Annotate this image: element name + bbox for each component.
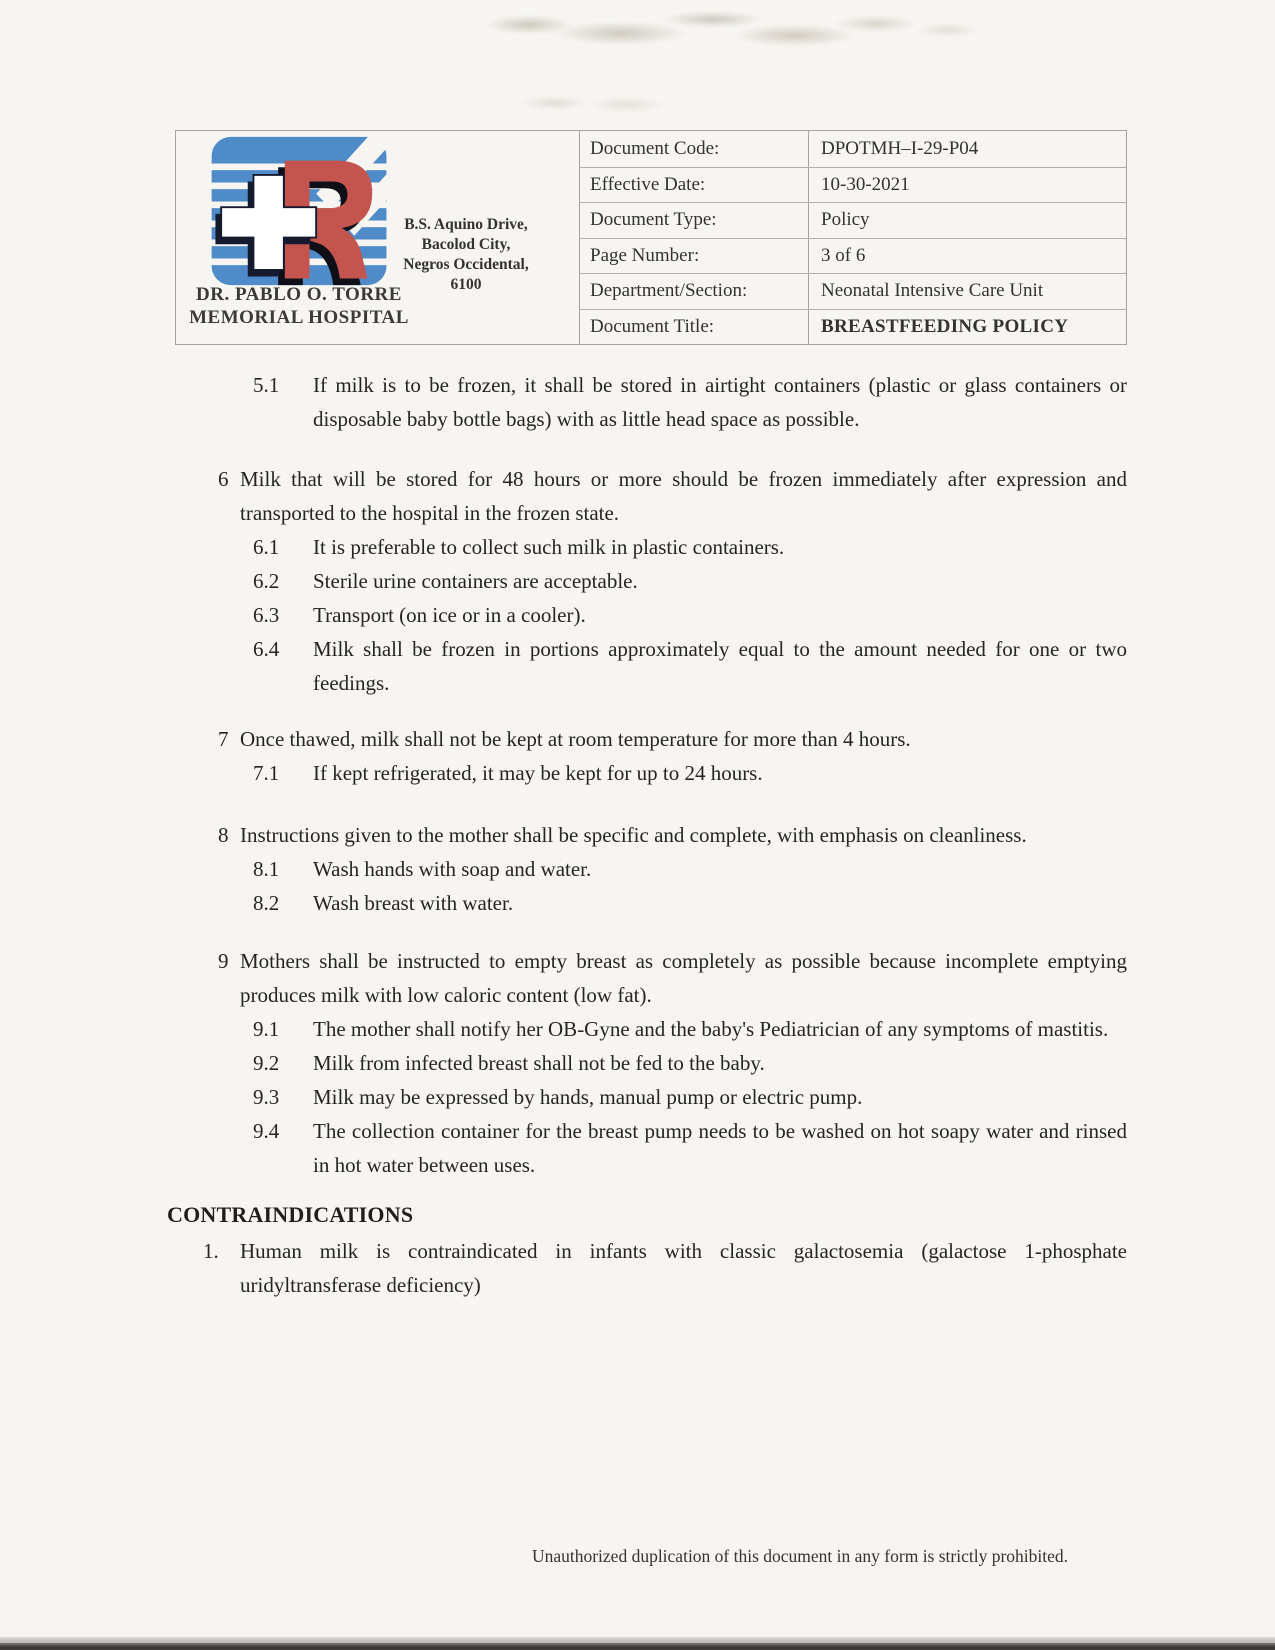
contraindication-item-1 <box>165 1234 1127 1302</box>
item-number: 8.1 <box>253 857 280 881</box>
item-number: 6.3 <box>253 603 280 627</box>
footer-confidentiality-note: Unauthorized duplication of this document in any form is strictly prohibited. <box>531 1546 1069 1566</box>
item-text: Sterile urine containers are acceptable. <box>313 569 638 593</box>
item-number: 8 <box>218 823 229 847</box>
policy-item-6-3 <box>165 598 1127 632</box>
hospital-name-line2: MEMORIAL HOSPITAL <box>189 307 409 328</box>
scan-smudge-secondary <box>500 86 680 120</box>
item-text: Transport (on ice or in a cooler). <box>313 603 586 627</box>
address-line: Bacolod City, <box>421 236 511 253</box>
item-number: 9.2 <box>253 1051 280 1075</box>
item-text: Milk may be expressed by hands, manual pump or electric pump. <box>313 1085 863 1109</box>
field-value: Neonatal Intensive Care Unit <box>808 274 1126 309</box>
scan-smudge-top <box>478 2 988 56</box>
policy-item-9-1 <box>165 1012 1127 1046</box>
policy-item-9 <box>165 944 1127 1012</box>
item-text: Milk shall be frozen in portions approximately equal to the amount needed for one or two feedings. <box>313 637 1127 695</box>
item-number: 6 <box>218 467 229 491</box>
item-text: Milk that will be stored for 48 hours or more should be frozen immediately after expression and transported to the hospital in the frozen state. <box>240 467 1127 525</box>
item-number: 6.2 <box>253 569 280 593</box>
field-label: Effective Date: <box>590 173 706 195</box>
item-text: If kept refrigerated, it may be kept for up to 24 hours. <box>313 761 763 785</box>
item-text: Mothers shall be instructed to empty breast as completely as possible because incomplete emptying produces milk with low caloric content (low fat). <box>240 949 1127 1007</box>
item-number: 6.4 <box>253 637 280 661</box>
policy-item-6-2 <box>165 564 1127 598</box>
policy-item-8-1 <box>165 852 1127 886</box>
hospital-logo-icon <box>204 135 396 287</box>
item-number: 6.1 <box>253 535 280 559</box>
header-row-document-type <box>580 202 1126 238</box>
policy-body <box>165 368 1127 1302</box>
field-value-document-title: BREASTFEEDING POLICY <box>808 310 1126 345</box>
address-line: Negros Occidental, <box>403 256 529 273</box>
policy-section-6 <box>165 462 1127 700</box>
header-row-department-section <box>580 273 1126 309</box>
field-value: 10-30-2021 <box>808 168 1126 203</box>
scan-bottom-edge-dark <box>0 1643 1275 1650</box>
document-header-table <box>175 130 1127 345</box>
item-text: Once thawed, milk shall not be kept at room temperature for more than 4 hours. <box>240 727 911 751</box>
item-number: 5.1 <box>253 373 280 397</box>
policy-item-6 <box>165 462 1127 530</box>
item-number: 9.1 <box>253 1017 280 1041</box>
contraindications-heading: CONTRAINDICATIONS <box>167 1202 414 1227</box>
policy-item-7-1 <box>165 756 1127 790</box>
policy-item-6-4 <box>165 632 1127 700</box>
item-number: 9.4 <box>253 1119 280 1143</box>
hospital-name-line1: DR. PABLO O. TORRE <box>196 284 402 305</box>
field-label: Page Number: <box>590 244 700 266</box>
item-number: 8.2 <box>253 891 280 915</box>
field-label: Document Code: <box>590 137 720 159</box>
policy-item-5-1 <box>165 368 1127 436</box>
item-text: The mother shall notify her OB-Gyne and the baby's Pediatrician of any symptoms of mastitis. <box>313 1017 1109 1041</box>
header-fields <box>579 131 1126 344</box>
address-line: 6100 <box>450 276 482 293</box>
policy-item-9-2 <box>165 1046 1127 1080</box>
item-number: 9 <box>218 949 229 973</box>
policy-item-9-4 <box>165 1114 1127 1182</box>
item-number: 7 <box>218 727 229 751</box>
field-label: Document Title: <box>590 315 715 337</box>
item-text: Instructions given to the mother shall be specific and complete, with emphasis on cleanliness. <box>240 823 1027 847</box>
policy-item-9-3 <box>165 1080 1127 1114</box>
header-row-document-title <box>580 309 1126 345</box>
item-text: Milk from infected breast shall not be fed to the baby. <box>313 1051 765 1075</box>
item-text: If milk is to be frozen, it shall be stored in airtight containers (plastic or glass containers or disposable baby bottle bags) with as little head space as possible. <box>313 373 1127 431</box>
policy-section-8 <box>165 818 1127 920</box>
hospital-name <box>184 283 414 329</box>
policy-item-6-1 <box>165 530 1127 564</box>
policy-section-7 <box>165 722 1127 790</box>
policy-item-7 <box>165 722 1127 756</box>
policy-item-8-2 <box>165 886 1127 920</box>
item-number: 7.1 <box>253 761 280 785</box>
item-text: It is preferable to collect such milk in plastic containers. <box>313 535 785 559</box>
header-row-document-code <box>580 131 1126 167</box>
policy-section-9 <box>165 944 1127 1182</box>
item-number: 1. <box>203 1239 219 1263</box>
address-line: B.S. Aquino Drive, <box>404 216 528 233</box>
field-value: 3 of 6 <box>808 239 1126 274</box>
field-label: Document Type: <box>590 209 717 231</box>
policy-item-8 <box>165 818 1127 852</box>
item-text: The collection container for the breast pump needs to be washed on hot soapy water and rinsed in hot water between uses. <box>313 1119 1127 1177</box>
header-row-page-number <box>580 238 1126 274</box>
header-row-effective-date <box>580 167 1126 203</box>
item-number: 9.3 <box>253 1085 280 1109</box>
field-value: Policy <box>808 203 1126 238</box>
field-value: DPOTMH–I-29-P04 <box>808 131 1126 167</box>
item-text: Wash breast with water. <box>313 891 514 915</box>
field-label: Department/Section: <box>590 280 748 302</box>
item-text: Human milk is contraindicated in infants with classic galactosemia (galactose 1-phosphate uridyltransferase deficiency) <box>240 1239 1127 1297</box>
item-text: Wash hands with soap and water. <box>313 857 592 881</box>
hospital-address <box>388 215 544 295</box>
hospital-identity-cell <box>176 131 579 344</box>
